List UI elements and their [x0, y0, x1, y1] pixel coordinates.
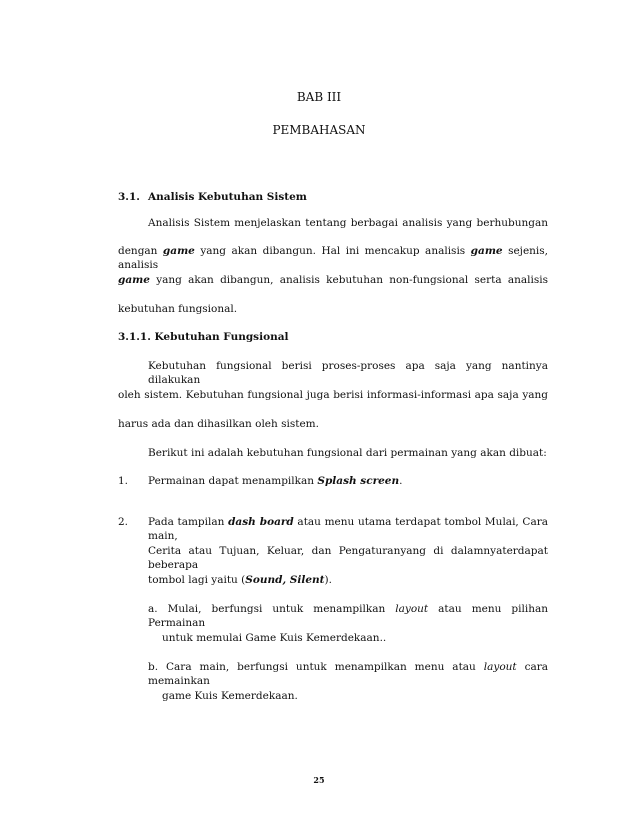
- paragraph-line: oleh sistem. Kebutuhan fungsional juga berisi informasi-informasi apa saja yang: [118, 389, 548, 401]
- paragraph-line: harus ada dan dihasilkan oleh sistem.: [118, 418, 319, 430]
- subsection-title: 3.1.1. Kebutuhan Fungsional: [118, 331, 289, 343]
- paragraph-line: Berikut ini adalah kebutuhan fungsional dari permainan yang akan dibuat:: [148, 447, 547, 459]
- list-item: Permainan dapat menampilkan Splash screen.: [148, 475, 403, 487]
- list-number: 2.: [118, 516, 129, 528]
- paragraph-line: Analisis Sistem menjelaskan tentang berbagai analisis yang berhubungan: [148, 217, 548, 229]
- sub-list-item: game Kuis Kemerdekaan.: [162, 690, 298, 702]
- list-item: tombol lagi yaitu (Sound, Silent).: [148, 574, 332, 586]
- paragraph-line: game yang akan dibangun, analisis kebutuhan non-fungsional serta analisis: [118, 274, 548, 286]
- section-number: 3.1.: [118, 191, 140, 203]
- list-item: Cerita atau Tujuan, Keluar, dan Pengaturanyang di dalamnyaterdapat beberapa: [148, 545, 548, 571]
- paragraph-line: dengan game yang akan dibangun. Hal ini mencakup analisis game sejenis, analisis: [118, 245, 548, 271]
- sub-list-item: untuk memulai Game Kuis Kemerdekaan..: [162, 632, 387, 644]
- list-number: 1.: [118, 475, 129, 487]
- sub-list-item: b. Cara main, berfungsi untuk menampilkan menu atau layout cara memainkan: [148, 661, 548, 687]
- chapter-heading: BAB III: [296, 90, 342, 104]
- section-title: Analisis Kebutuhan Sistem: [148, 191, 307, 203]
- chapter-title: PEMBAHASAN: [272, 123, 366, 137]
- paragraph-line: kebutuhan fungsional.: [118, 303, 238, 315]
- list-item: Pada tampilan dash board atau menu utama terdapat tombol Mulai, Cara main,: [148, 516, 548, 542]
- paragraph-line: Kebutuhan fungsional berisi proses-proses apa saja yang nantinya dilakukan: [148, 360, 548, 386]
- sub-list-item: a. Mulai, berfungsi untuk menampilkan layout atau menu pilihan Permainan: [148, 603, 548, 629]
- page-number: 25: [313, 775, 325, 785]
